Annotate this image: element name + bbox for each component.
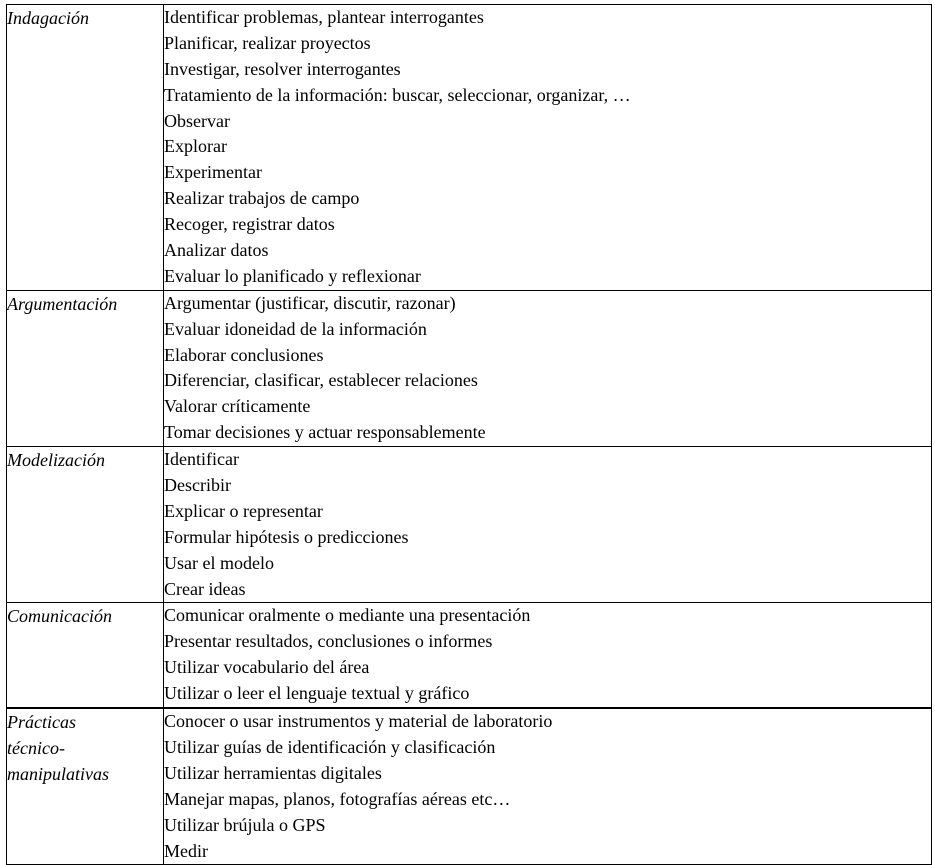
list-item: Experimentar (164, 162, 262, 183)
list-item: Explorar (164, 136, 227, 157)
list-item: Describir (164, 475, 231, 496)
list-item: Planificar, realizar proyectos (164, 32, 371, 53)
list-item: Medir (164, 840, 208, 861)
items-cell (164, 290, 932, 446)
list-item: Investigar, resolver interrogantes (164, 58, 401, 79)
list-item: Utilizar vocabulario del área (164, 657, 370, 678)
table-row-argumentacion (7, 290, 932, 446)
list-item: Presentar resultados, conclusiones o informes (164, 631, 493, 652)
table-row-comunicacion (7, 603, 932, 708)
table-row-practicas-tecnico-manipulativas (7, 708, 932, 865)
items-cell (164, 5, 932, 291)
items-cell (164, 708, 932, 865)
list-item: Identificar (164, 449, 239, 470)
list-item: Realizar trabajos de campo (164, 188, 360, 209)
category-label-line: técnico- (7, 738, 65, 759)
list-item: Explicar o representar (164, 500, 323, 521)
category-cell (7, 290, 164, 446)
list-item: Observar (164, 110, 230, 131)
list-item: Analizar datos (164, 240, 269, 261)
list-item: Valorar críticamente (164, 396, 311, 417)
table-row-modelizacion (7, 447, 932, 603)
practices-table (6, 4, 932, 865)
list-item: Conocer o usar instrumentos y material de laboratorio (164, 711, 553, 732)
list-item: Tratamiento de la información: buscar, seleccionar, organizar, … (164, 84, 631, 105)
list-item: Formular hipótesis o predicciones (164, 526, 409, 547)
category-cell (7, 603, 164, 708)
items-cell (164, 447, 932, 603)
category-label-line: manipulativas (7, 764, 109, 785)
category-label: Modelización (7, 450, 105, 471)
category-label-line: Prácticas (7, 712, 76, 733)
list-item: Manejar mapas, planos, fotografías aéreas etc… (164, 788, 511, 809)
table-row-indagacion (7, 5, 932, 291)
category-cell (7, 447, 164, 603)
items-cell (164, 603, 932, 708)
list-item: Elaborar conclusiones (164, 344, 324, 365)
category-label: Comunicación (7, 606, 112, 627)
list-item: Utilizar herramientas digitales (164, 762, 382, 783)
list-item: Evaluar lo planificado y reflexionar (164, 265, 421, 286)
list-item: Usar el modelo (164, 552, 274, 573)
list-item: Comunicar oralmente o mediante una presentación (164, 605, 531, 626)
list-item: Diferenciar, clasificar, establecer relaciones (164, 370, 478, 391)
list-item: Utilizar o leer el lenguaje textual y gráfico (164, 683, 470, 704)
list-item: Crear ideas (164, 578, 246, 599)
list-item: Evaluar idoneidad de la información (164, 318, 427, 339)
list-item: Tomar decisiones y actuar responsablemente (164, 422, 486, 443)
category-cell (7, 708, 164, 865)
list-item: Utilizar brújula o GPS (164, 814, 326, 835)
list-item: Utilizar guías de identificación y clasificación (164, 736, 496, 757)
category-label: Indagación (7, 8, 89, 28)
list-item: Identificar problemas, plantear interrogantes (164, 7, 484, 27)
category-cell (7, 5, 164, 291)
list-item: Argumentar (justificar, discutir, razonar) (164, 292, 456, 313)
list-item: Recoger, registrar datos (164, 214, 335, 235)
category-label: Argumentación (7, 293, 118, 314)
